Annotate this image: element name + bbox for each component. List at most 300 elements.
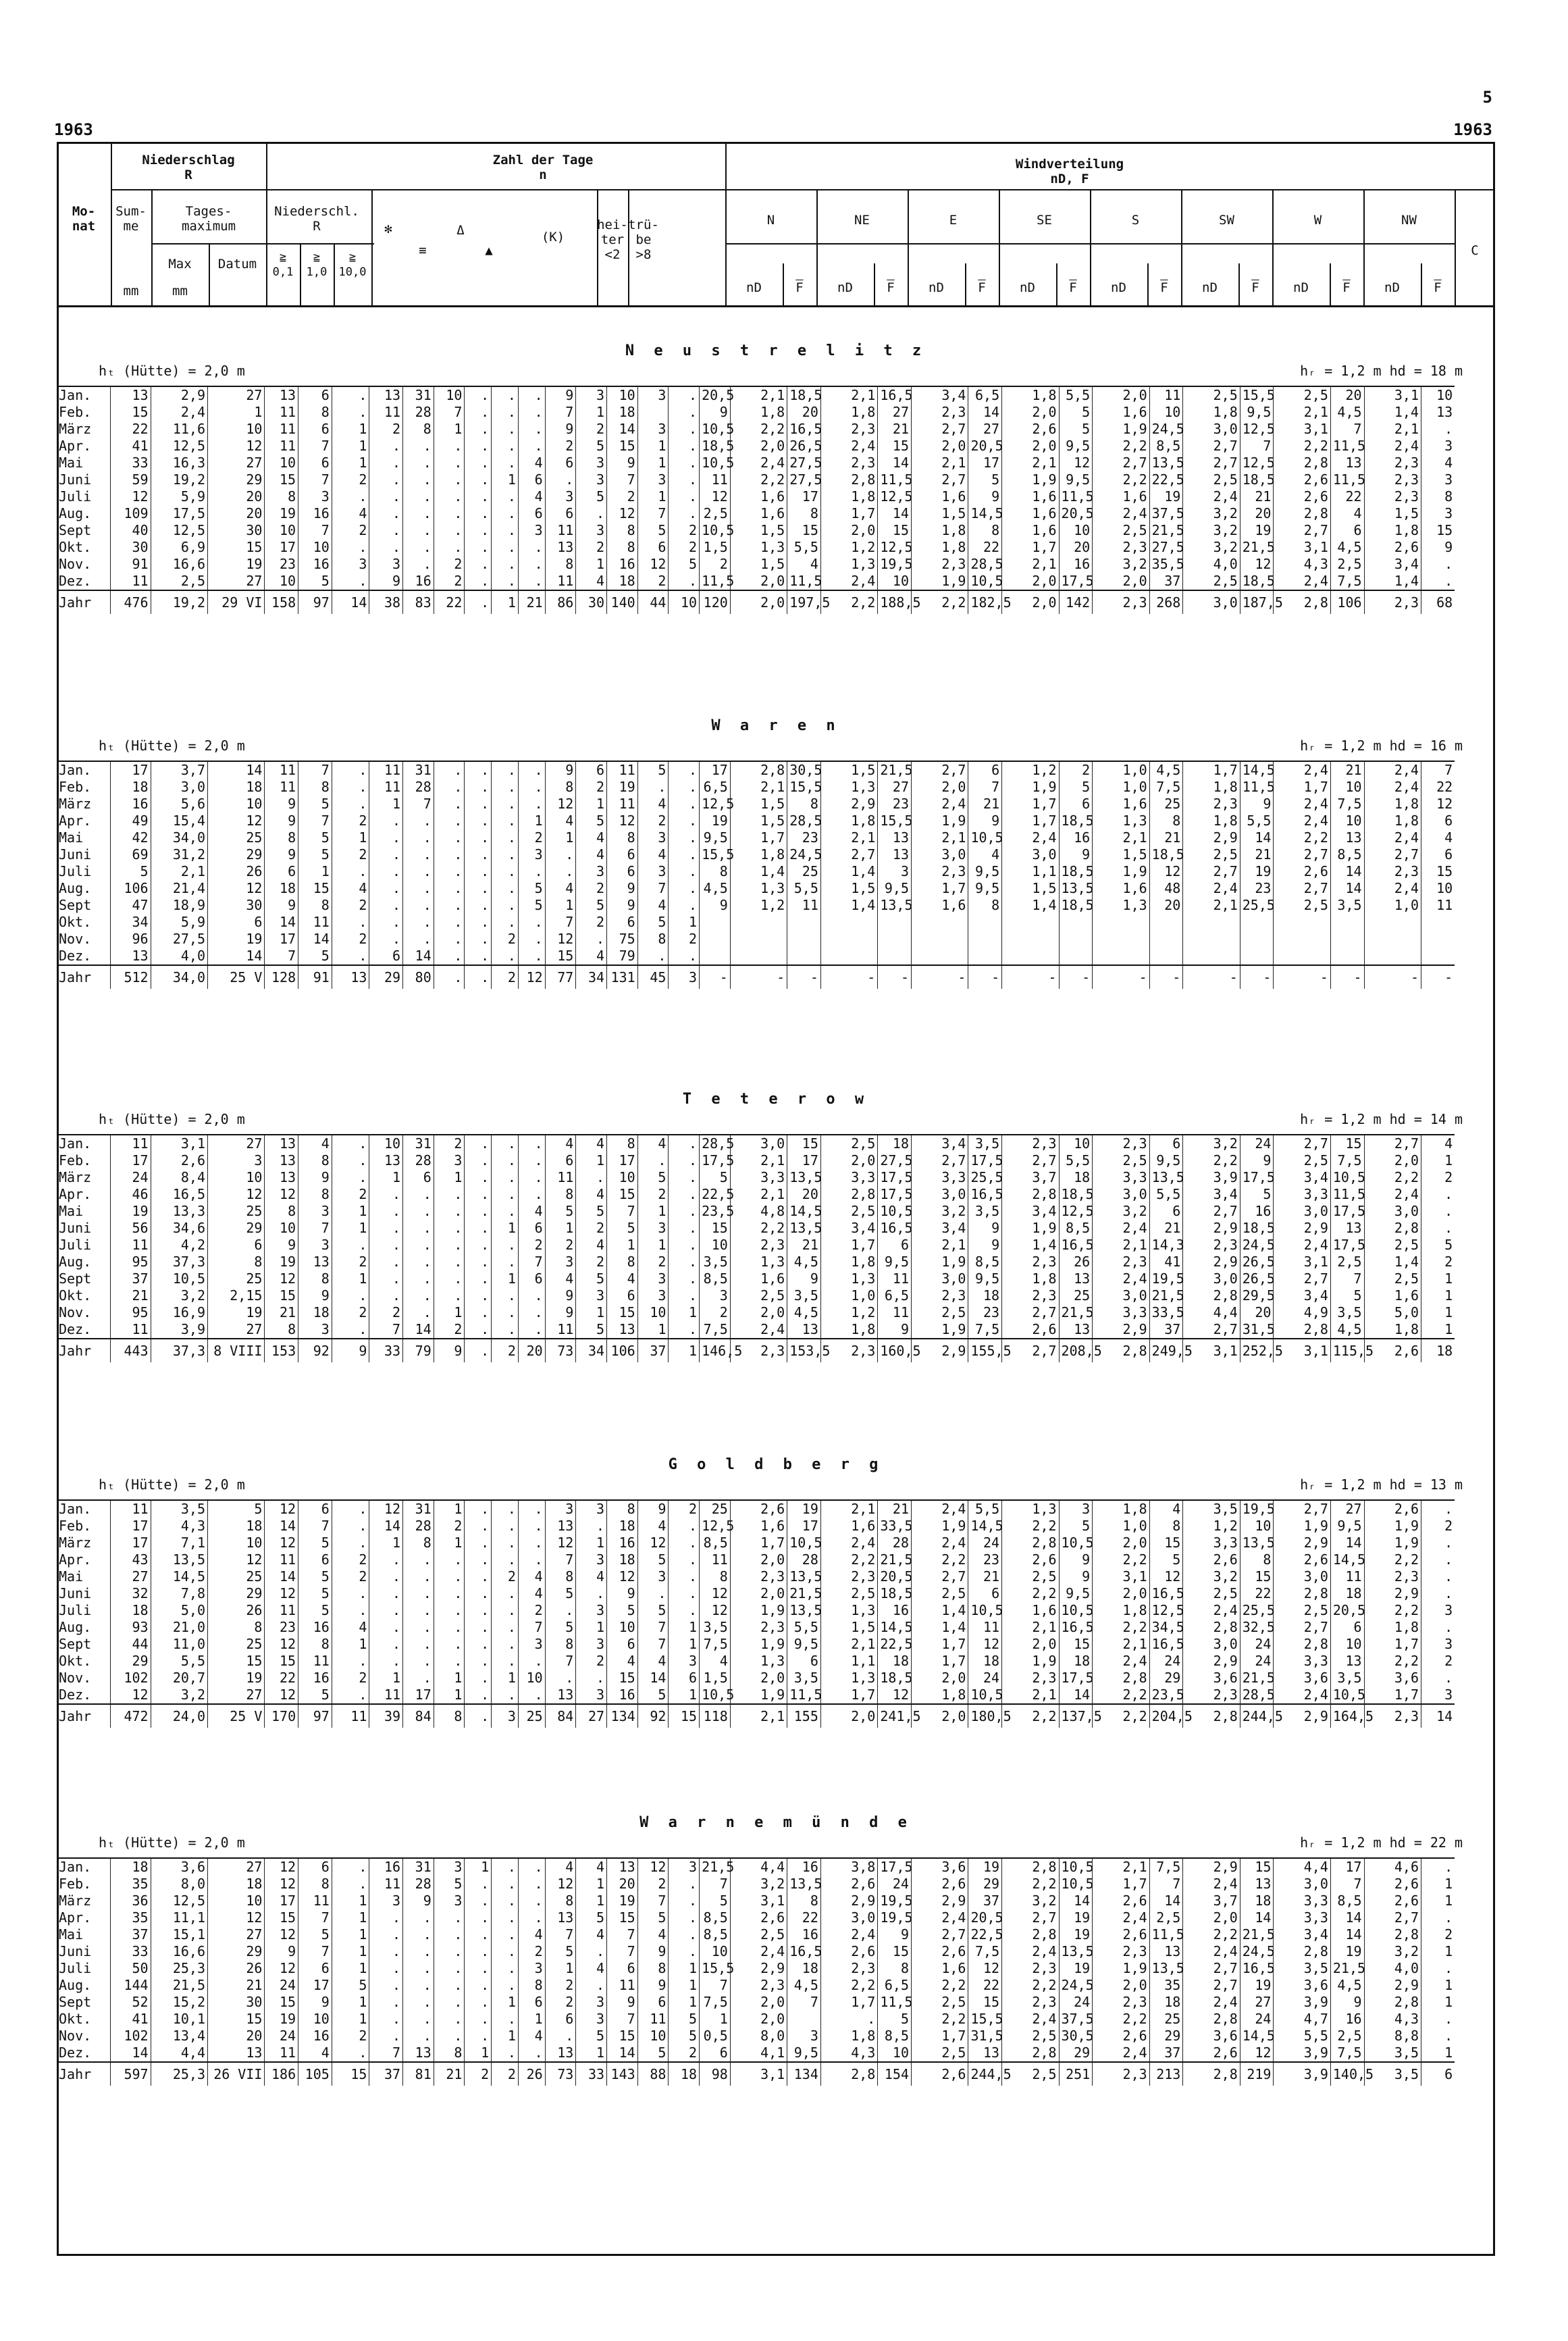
value-cell: 81 (403, 2062, 434, 2086)
value-cell: 2,4 (1274, 796, 1330, 813)
value-cell: 1,6 (912, 897, 968, 914)
value-cell: . (576, 931, 607, 948)
value-cell: 9 (607, 455, 638, 471)
value-cell: 8 (607, 539, 638, 556)
value-cell: . (332, 488, 369, 505)
value-cell: 29 (208, 1585, 265, 1602)
value-cell: 7 (1240, 438, 1274, 455)
value-cell: 2,9 (730, 1960, 787, 1977)
value-cell: 16,6 (151, 1943, 207, 1960)
value-cell: . (669, 573, 700, 590)
value-cell: 7,5 (1330, 573, 1364, 590)
value-cell: 8 (265, 488, 298, 505)
value-cell: 3,3 (912, 1169, 968, 1186)
value-cell: 48 (1149, 880, 1183, 897)
value-cell: 29 (208, 1943, 265, 1960)
value-cell: 12 (878, 1687, 912, 1704)
value-cell: 15 (700, 1220, 731, 1237)
value-cell: 10,5 (968, 573, 1002, 590)
value-cell: 25,5 (1240, 897, 1274, 914)
value-cell: 6 (403, 1169, 434, 1186)
value-cell: 11,5 (1059, 488, 1093, 505)
value-cell: - (787, 965, 821, 989)
value-cell: 15 (1240, 1858, 1274, 1876)
value-cell: 5 (669, 556, 700, 573)
value-cell: 5 (576, 488, 607, 505)
value-cell: . (637, 779, 669, 796)
value-cell: 16 (110, 796, 151, 813)
value-cell: 1,8 (820, 404, 877, 421)
value-cell: 8,5 (700, 1909, 731, 1926)
month-row (57, 386, 1495, 404)
value-cell (637, 404, 669, 421)
value-cell: 1,8 (820, 813, 877, 829)
value-cell: 1,6 (912, 488, 968, 505)
value-cell: 154 (878, 2062, 912, 2086)
value-cell: 1 (434, 1687, 465, 1704)
value-cell: 12 (700, 1585, 731, 1602)
value-cell: 25,3 (151, 1960, 207, 1977)
value-cell: 17 (110, 1518, 151, 1535)
value-cell: 30 (110, 539, 151, 556)
value-cell: . (434, 1602, 465, 1619)
value-cell: 20,5 (968, 438, 1002, 455)
value-cell: 9,5 (1240, 404, 1274, 421)
value-cell: 2,4 (1093, 1220, 1149, 1237)
value-cell: 2,5 (1183, 846, 1240, 863)
value-cell: . (669, 1909, 700, 1926)
value-cell: 2,0 (1093, 386, 1149, 404)
month-row (57, 796, 1495, 813)
value-cell: 2,0 (1002, 1636, 1059, 1653)
value-cell: 14,5 (1240, 761, 1274, 779)
value-cell (730, 948, 787, 965)
value-cell: 41 (1149, 1254, 1183, 1270)
value-cell: 1,5 (820, 1619, 877, 1636)
value-cell: 22,5 (1149, 471, 1183, 488)
value-cell: 4,4 (151, 2044, 207, 2062)
value-cell: 3,1 (151, 1135, 207, 1152)
value-cell: 20 (208, 505, 265, 522)
value-cell: 1 (1421, 1287, 1455, 1304)
value-cell: 5,5 (968, 1500, 1002, 1518)
value-cell: 15 (265, 1653, 298, 1670)
value-cell: 6 (545, 505, 576, 522)
value-cell: 18 (607, 573, 638, 590)
value-cell: . (518, 1135, 545, 1152)
value-cell: 2,4 (912, 1535, 968, 1551)
value-cell: 24 (265, 2028, 298, 2044)
month-row (57, 1943, 1495, 1960)
value-cell: 1 (369, 1670, 403, 1687)
value-cell: 2,4 (1364, 829, 1421, 846)
value-cell: 2,8 (1002, 1926, 1059, 1943)
value-cell: 2,7 (1183, 438, 1240, 455)
value-cell: 15,5 (1240, 386, 1274, 404)
value-cell: - (1240, 965, 1274, 989)
value-cell: 10 (265, 573, 298, 590)
value-cell: 164,5 (1330, 1704, 1364, 1728)
value-cell: 1,3 (1093, 897, 1149, 914)
month-row (57, 1135, 1495, 1152)
value-cell: . (518, 573, 545, 590)
value-cell: 16 (787, 1858, 821, 1876)
value-cell: 1,9 (1002, 779, 1059, 796)
value-cell: 20 (1059, 539, 1093, 556)
value-cell: 2,8 (1274, 505, 1330, 522)
value-cell: 1,5 (1002, 880, 1059, 897)
value-cell: 2,4 (1183, 1943, 1240, 1960)
value-cell: 2,3 (1093, 2062, 1149, 2086)
value-cell: 69 (110, 846, 151, 863)
value-cell: 7 (1330, 421, 1364, 438)
value-cell: 4 (298, 1135, 332, 1152)
nd-label: nD (1202, 280, 1218, 295)
value-cell: 13 (265, 1169, 298, 1186)
value-cell: 7,5 (1149, 779, 1183, 796)
value-cell: 1,4 (1364, 404, 1421, 421)
value-cell: 8 (637, 931, 669, 948)
value-cell: 4,4 (730, 1858, 787, 1876)
value-cell: 2,7 (1183, 1203, 1240, 1220)
value-cell: 20,7 (151, 1670, 207, 1687)
value-cell: . (369, 846, 403, 863)
value-cell: 2 (1421, 1653, 1455, 1670)
value-cell: 3 (576, 1994, 607, 2011)
heiter-heading: hei- ter <2 (597, 217, 628, 262)
value-cell: 10 (369, 1135, 403, 1152)
value-cell: 21 (787, 1237, 821, 1254)
value-cell: 2 (1421, 1518, 1455, 1535)
value-cell: . (518, 1876, 545, 1893)
value-cell: 2,2 (1093, 1704, 1149, 1728)
value-cell: 2 (332, 1304, 369, 1321)
value-cell: 2 (576, 539, 607, 556)
value-cell: 1 (637, 488, 669, 505)
value-cell: 2 (492, 931, 519, 948)
monat-heading: Mo- nat (72, 204, 96, 234)
value-cell: 204,5 (1149, 1704, 1183, 1728)
value-cell: . (1421, 1858, 1455, 1876)
value-cell: 4,5 (787, 1254, 821, 1270)
value-cell: 18,5 (700, 438, 731, 455)
value-cell: . (465, 505, 492, 522)
value-cell: . (434, 1568, 465, 1585)
value-cell: 18 (968, 1287, 1002, 1304)
month-label: Sept (59, 522, 92, 538)
value-cell: . (465, 897, 492, 914)
value-cell: . (465, 1254, 492, 1270)
value-cell: 249,5 (1149, 1339, 1183, 1362)
value-cell: . (492, 796, 519, 813)
value-cell: 3,0 (912, 1186, 968, 1203)
value-cell: 3,0 (1274, 1876, 1330, 1893)
value-cell: 2,4 (730, 1321, 787, 1339)
value-cell: 97 (298, 590, 332, 614)
value-cell: 17 (700, 761, 731, 779)
value-cell: 1,8 (1002, 1270, 1059, 1287)
value-cell: . (434, 1909, 465, 1926)
value-cell: 4,8 (730, 1203, 787, 1220)
value-cell: . (465, 1909, 492, 1926)
value-cell: 5,5 (1059, 1152, 1093, 1169)
value-cell: 2,9 (1093, 1321, 1149, 1339)
value-cell: 2,2 (912, 590, 968, 614)
value-cell: . (403, 1551, 434, 1568)
value-cell: 11 (607, 796, 638, 813)
value-cell: 1,7 (1002, 796, 1059, 813)
value-cell (1274, 948, 1330, 965)
value-cell: 7 (607, 2011, 638, 2028)
value-cell: 1,5 (730, 813, 787, 829)
value-cell (1330, 948, 1364, 965)
value-cell: . (518, 438, 545, 455)
value-cell: 2,5 (1183, 386, 1240, 404)
value-cell: 25,5 (968, 1169, 1002, 1186)
value-cell: 213 (1149, 2062, 1183, 2086)
value-cell: 1 (669, 1619, 700, 1636)
value-cell: 8 (1421, 488, 1455, 505)
value-cell: 1 (669, 914, 700, 931)
value-cell: 1,8 (730, 846, 787, 863)
value-cell: 18 (1059, 1653, 1093, 1670)
value-cell: 1,7 (912, 880, 968, 897)
value-cell: . (669, 1254, 700, 1270)
value-cell: 7 (298, 761, 332, 779)
value-cell: 7,5 (700, 1994, 731, 2011)
value-cell: 3 (669, 1858, 700, 1876)
value-cell: 2,7 (912, 471, 968, 488)
value-cell: 9,5 (968, 1270, 1002, 1287)
value-cell: 1 (332, 1943, 369, 1960)
value-cell: . (492, 880, 519, 897)
value-cell: 19 (787, 1500, 821, 1518)
value-cell: 10 (298, 2011, 332, 2028)
value-cell: 4 (518, 1585, 545, 1602)
value-cell: 24 (968, 1670, 1002, 1687)
value-cell: 10 (208, 1535, 265, 1551)
value-cell: 12 (700, 488, 731, 505)
value-cell: 3,0 (1183, 1636, 1240, 1653)
value-cell: . (492, 2011, 519, 2028)
value-cell: 18,5 (787, 386, 821, 404)
value-cell: 8 (265, 829, 298, 846)
value-cell: 10 (607, 386, 638, 404)
value-cell: 2,5 (912, 1304, 968, 1321)
value-cell: . (332, 948, 369, 965)
value-cell: 4,5 (787, 1304, 821, 1321)
month-row (57, 1186, 1495, 1203)
value-cell: 4,3 (1274, 556, 1330, 573)
value-cell: 1 (332, 829, 369, 846)
value-cell: 12 (1149, 1568, 1183, 1585)
value-cell: 4 (1421, 1135, 1455, 1152)
month-label: Juni (59, 471, 92, 488)
value-cell: 11,1 (151, 1909, 207, 1926)
value-cell: 1,8 (820, 1321, 877, 1339)
station-hut-height: hₜ (Hütte) = 2,0 m (99, 1476, 245, 1493)
month-label: Dez. (59, 2044, 92, 2061)
value-cell: 1,6 (730, 1270, 787, 1287)
value-cell: 2 (332, 522, 369, 539)
value-cell: 19 (1240, 863, 1274, 880)
value-cell: 1 (576, 1152, 607, 1169)
value-cell: 2,2 (1093, 1551, 1149, 1568)
value-cell: 2 (492, 1568, 519, 1585)
value-cell: . (434, 813, 465, 829)
value-cell: 2,7 (1183, 455, 1240, 471)
value-cell: 21,5 (878, 761, 912, 779)
value-cell (968, 914, 1002, 931)
value-cell: 1,5 (700, 539, 731, 556)
value-cell: . (669, 796, 700, 813)
value-cell: 443 (110, 1339, 151, 1362)
value-cell: 2,6 (730, 1909, 787, 1926)
value-cell: 21 (1240, 488, 1274, 505)
value-cell: 15 (208, 1653, 265, 1670)
value-cell: 12 (208, 1551, 265, 1568)
value-cell: 15 (607, 1304, 638, 1321)
value-cell: 1,7 (1364, 1687, 1421, 1704)
value-cell: 28 (787, 1551, 821, 1568)
value-cell: 18,5 (1240, 471, 1274, 488)
value-cell: 3 (576, 1687, 607, 1704)
month-row (57, 2028, 1495, 2044)
value-cell: 1,4 (820, 863, 877, 880)
value-cell: . (403, 1220, 434, 1237)
value-cell: 4 (1149, 1500, 1183, 1518)
value-cell: 24 (1240, 2011, 1274, 2028)
value-cell: . (465, 1304, 492, 1321)
value-cell: 10 (878, 573, 912, 590)
value-cell: 2,2 (1002, 1585, 1059, 1602)
value-cell: 10 (265, 522, 298, 539)
value-cell: 22 (1421, 779, 1455, 796)
value-cell: 45 (637, 965, 669, 989)
value-cell: 1 (576, 1876, 607, 1893)
value-cell: . (465, 1960, 492, 1977)
value-cell: . (403, 1636, 434, 1653)
value-cell: 1 (492, 2028, 519, 2044)
value-cell: 6 (265, 863, 298, 880)
value-cell: 2,3 (1093, 1994, 1149, 2011)
value-cell: 2 (465, 2062, 492, 2086)
value-cell: 12 (265, 1960, 298, 1977)
value-cell: 6 (669, 1670, 700, 1687)
month-label: Aug. (59, 880, 92, 896)
value-cell: 10,5 (787, 1535, 821, 1551)
value-cell: 3 (576, 522, 607, 539)
value-cell: 21,5 (1240, 539, 1274, 556)
value-cell: 1,8 (730, 404, 787, 421)
value-cell: 14 (1421, 1704, 1455, 1728)
value-cell: 1,7 (1002, 539, 1059, 556)
value-cell: . (465, 948, 492, 965)
value-cell: 10 (1421, 880, 1455, 897)
value-cell: 19 (208, 1304, 265, 1321)
value-cell: 3 (637, 829, 669, 846)
value-cell: 106 (110, 880, 151, 897)
value-cell: 1 (637, 1203, 669, 1220)
value-cell: . (465, 404, 492, 421)
value-cell: 31 (403, 1858, 434, 1876)
value-cell: 6 (208, 914, 265, 931)
value-cell: 2,2 (1274, 438, 1330, 455)
value-cell: 3,6 (1183, 1670, 1240, 1687)
value-cell: 2,4 (1093, 505, 1149, 522)
value-cell: - (912, 965, 968, 989)
value-cell: . (637, 1585, 669, 1602)
value-cell: 2,2 (912, 1977, 968, 1994)
value-cell: 11 (545, 573, 576, 590)
value-cell: 6 (518, 505, 545, 522)
value-cell: 3 (637, 471, 669, 488)
value-cell: 8,5 (878, 2028, 912, 2044)
value-cell: 18 (1059, 1169, 1093, 1186)
value-cell: 4,9 (1274, 1304, 1330, 1321)
value-cell: 5,5 (787, 880, 821, 897)
value-cell: 4,0 (1364, 1960, 1421, 1977)
value-cell: 2 (332, 1186, 369, 1203)
value-cell: 5 (298, 1602, 332, 1619)
value-cell: 2 (518, 829, 545, 846)
value-cell: 1,8 (1364, 796, 1421, 813)
value-cell: 2,5 (820, 1203, 877, 1220)
value-cell: 2,0 (820, 522, 877, 539)
value-cell: 18 (110, 1858, 151, 1876)
value-cell: 1,3 (730, 539, 787, 556)
value-cell: 18 (298, 1304, 332, 1321)
value-cell: 13 (265, 1135, 298, 1152)
value-cell: 31 (403, 1135, 434, 1152)
value-cell: 5,0 (151, 1602, 207, 1619)
value-cell: 2,4 (151, 404, 207, 421)
value-cell: 120 (700, 590, 731, 614)
value-cell: 29 (110, 1653, 151, 1670)
value-cell: 27 (1240, 1994, 1274, 2011)
value-cell: 1,6 (730, 1518, 787, 1535)
value-cell: 1,1 (820, 1653, 877, 1670)
value-cell: 2,0 (730, 1585, 787, 1602)
value-cell: 4 (637, 1926, 669, 1943)
value-cell: . (403, 1653, 434, 1670)
value-cell: . (332, 1653, 369, 1670)
value-cell (787, 948, 821, 965)
value-cell: . (369, 1186, 403, 1203)
value-cell: 7 (700, 1876, 731, 1893)
value-cell: 13,5 (787, 1876, 821, 1893)
value-cell: 2,7 (912, 1568, 968, 1585)
value-cell: . (669, 1186, 700, 1203)
value-cell: . (434, 1585, 465, 1602)
value-cell: 2,5 (1183, 1585, 1240, 1602)
f-label: $\overline{F}$ (978, 280, 986, 295)
unit-mm-max: mm (172, 284, 188, 299)
value-cell: 9,5 (1149, 1152, 1183, 1169)
value-cell: 14 (1149, 1893, 1183, 1909)
value-cell: 6 (518, 471, 545, 488)
value-cell: . (669, 948, 700, 965)
value-cell: 11 (265, 421, 298, 438)
value-cell: 1 (492, 1670, 519, 1687)
value-cell: 36 (110, 1893, 151, 1909)
value-cell: 23 (968, 1551, 1002, 1568)
nd-label: nD (837, 280, 853, 295)
value-cell: 95 (110, 1304, 151, 1321)
value-cell: 27 (208, 1321, 265, 1339)
value-cell: 13 (369, 1152, 403, 1169)
month-row (57, 1687, 1495, 1704)
